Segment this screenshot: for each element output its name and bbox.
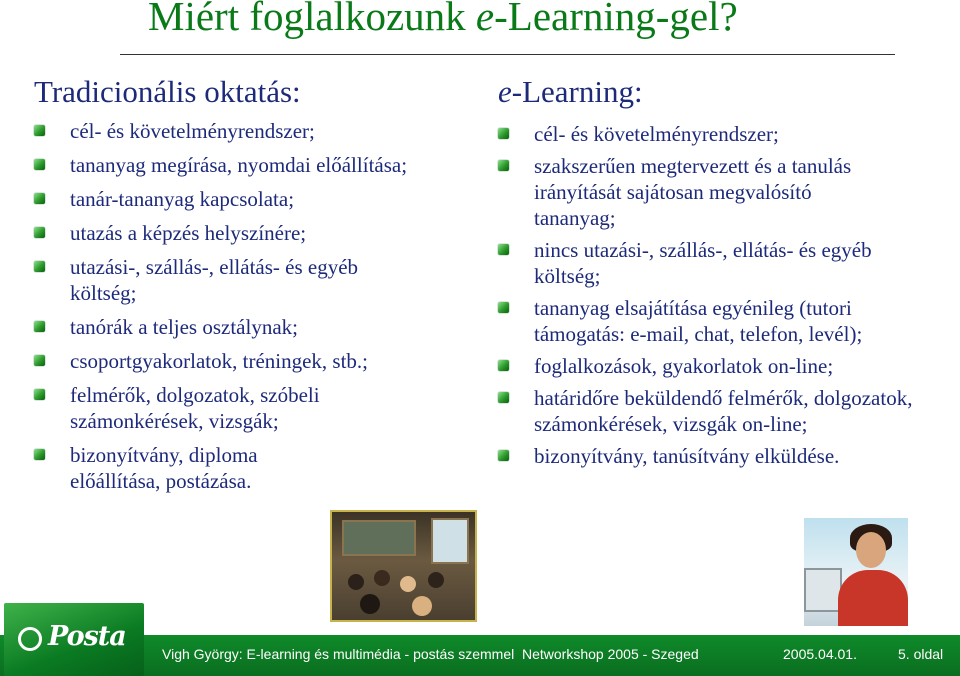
list-item	[498, 153, 874, 231]
list-item	[34, 442, 320, 494]
student-head	[428, 572, 444, 588]
green-square-bullet-icon	[34, 261, 45, 272]
green-square-bullet-icon	[498, 450, 509, 461]
right-heading	[498, 74, 643, 110]
footer-page-number: 5. oldal	[898, 646, 944, 662]
student-head	[400, 576, 416, 592]
footer-author: Vigh György: E-learning és multimédia - postás szemmel	[162, 646, 515, 662]
list-item	[498, 385, 960, 437]
right-heading-em: e	[498, 74, 512, 109]
list-item	[34, 382, 414, 434]
list-item-text: tanórák a teljes osztálynak;	[70, 315, 298, 339]
posta-logo-mark	[18, 627, 42, 651]
list-item-text: tananyag megírása, nyomdai előállítása;	[70, 153, 408, 177]
green-square-bullet-icon	[34, 449, 45, 460]
green-square-bullet-icon	[498, 244, 509, 255]
slide-title-em: e	[475, 0, 495, 39]
right-heading-rest: -Learning:	[511, 74, 643, 109]
green-square-bullet-icon	[34, 193, 45, 204]
green-square-bullet-icon	[498, 302, 509, 313]
person-face	[856, 532, 886, 568]
list-item-text: határidőre beküldendő felmérők, dolgozatok, számonkérések, vizsgák on-line;	[534, 386, 913, 436]
slide-title	[148, 0, 948, 40]
list-item	[498, 237, 934, 289]
posta-logo-text: Posta	[48, 621, 126, 652]
green-square-bullet-icon	[498, 160, 509, 171]
list-item-text: bizonyítvány, tanúsítvány elküldése.	[534, 444, 840, 468]
list-item	[34, 348, 414, 374]
list-item-text: foglalkozások, gyakorlatok on-line;	[534, 354, 834, 378]
green-square-bullet-icon	[34, 389, 45, 400]
title-divider	[120, 54, 895, 55]
list-item	[498, 353, 938, 379]
footer-date: 2005.04.01.	[783, 646, 857, 662]
list-item-text: tanár-tananyag kapcsolata;	[70, 187, 295, 211]
list-item	[34, 254, 414, 306]
slide-title-prefix: Miért foglalkozunk	[148, 0, 476, 39]
green-square-bullet-icon	[34, 227, 45, 238]
list-item-text: felmérők, dolgozatok, szóbeli számonkérések, vizsgák;	[70, 383, 320, 433]
list-item-text: bizonyítvány, diploma előállítása, postázása.	[70, 443, 258, 493]
student-head	[374, 570, 390, 586]
list-item	[498, 121, 938, 147]
list-item-text: nincs utazási-, szállás-, ellátás- és egyéb költség;	[534, 238, 872, 288]
green-square-bullet-icon	[34, 321, 45, 332]
student-head	[348, 574, 364, 590]
green-square-bullet-icon	[498, 392, 509, 403]
list-item	[34, 220, 414, 246]
blackboard	[342, 520, 416, 556]
list-item	[34, 152, 414, 178]
right-bullet-list	[498, 121, 938, 475]
list-item	[34, 314, 414, 340]
list-item-text: csoportgyakorlatok, tréningek, stb.;	[70, 349, 369, 373]
list-item	[34, 118, 414, 144]
slide-title-suffix: -Learning-gel?	[494, 0, 738, 39]
left-heading: Tradicionális oktatás:	[34, 74, 301, 109]
green-square-bullet-icon	[34, 125, 45, 136]
classroom-window	[431, 518, 469, 564]
left-bullet-list	[34, 118, 414, 502]
list-item-text: cél- és követelményrendszer;	[534, 122, 779, 146]
list-item	[498, 443, 938, 469]
list-item-text: cél- és követelményrendszer;	[70, 119, 315, 143]
list-item-text: utazási-, szállás-, ellátás- és egyéb költség;	[70, 255, 359, 305]
list-item	[498, 295, 904, 347]
footer-event: Networkshop 2005 - Szeged	[522, 646, 699, 662]
list-item-text: utazás a képzés helyszínére;	[70, 221, 307, 245]
green-square-bullet-icon	[498, 128, 509, 139]
slide-footer	[0, 603, 960, 676]
green-square-bullet-icon	[34, 355, 45, 366]
green-square-bullet-icon	[498, 360, 509, 371]
list-item-text: tananyag elsajátítása egyénileg (tutori támogatás: e-mail, chat, telefon, levél);	[534, 296, 863, 346]
list-item-text: szakszerűen megtervezett és a tanulás irányítását sajátosan megvalósító tananyag;	[534, 154, 852, 230]
list-item	[34, 186, 414, 212]
green-square-bullet-icon	[34, 159, 45, 170]
posta-logo-icon	[4, 603, 144, 676]
